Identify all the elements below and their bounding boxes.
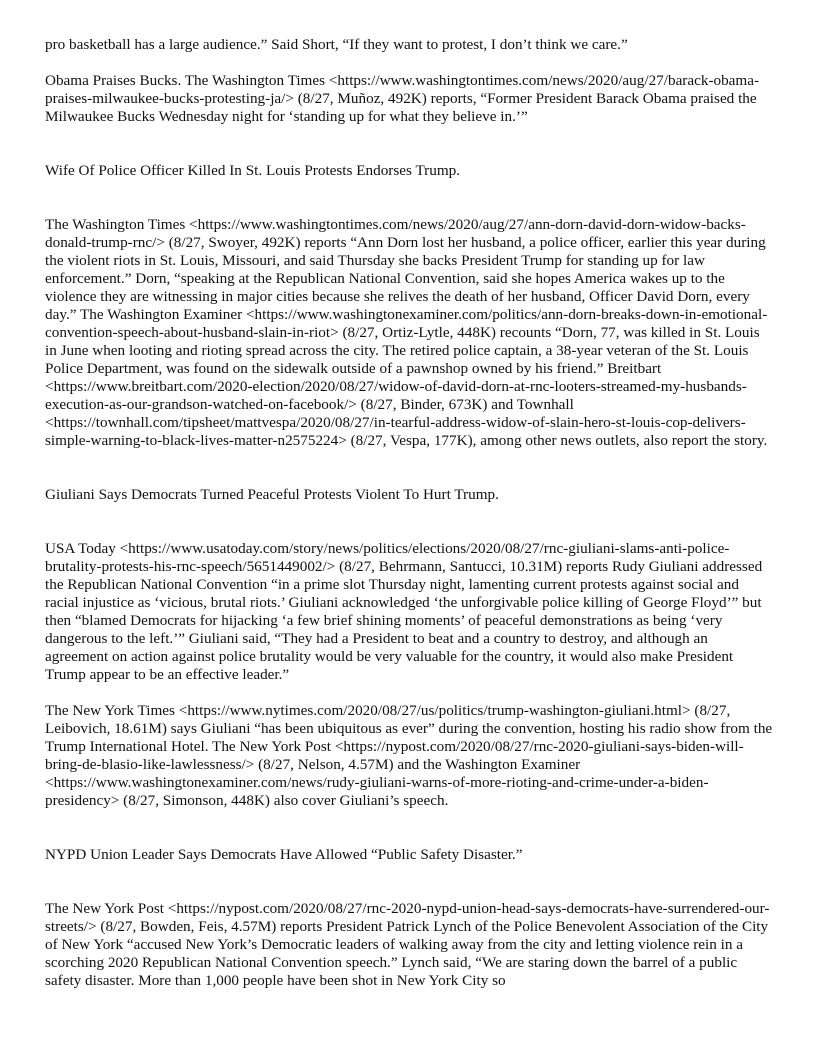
spacer bbox=[45, 126, 773, 162]
paragraph-obama-praises-bucks: Obama Praises Bucks. The Washington Times <https://www.washingtontimes.com/news/2020/aug/27/barack-obama-praises-milwaukee-bucks-protesting-ja/> (8/27, Muñoz, 492K) reports, “Former President Barack Obama praised the Milwaukee Bucks Wednesday night for ‘standing up for what they believe in.’” bbox=[45, 72, 760, 125]
spacer bbox=[45, 54, 773, 72]
paragraph-nyt-giuliani: The New York Times <https://www.nytimes.com/2020/08/27/us/politics/trump-washington-giuliani.html> (8/27, Leibovich, 18.61M) says Giuliani “has been ubiquitous as ever” during the convention, hosting his radio show from the Trump International Hotel. The New York Post <https://nypost.com/2020/08/27/rnc-2020-giuliani-says-biden-will-bring-de-blasio-like-lawlessness/> (8/27, Nelson, 4.57M) and the Washington Examiner <https://www.washingtonexaminer.com/news/rudy-giuliani-warns-of-more-rioting-and-crime-under-a-biden-presidency> (8/27, Simonson, 448K) also cover Giuliani’s speech. bbox=[45, 702, 773, 809]
headline-nypd-union-leader: NYPD Union Leader Says Democrats Have Allowed “Public Safety Disaster.” bbox=[45, 846, 523, 863]
paragraph-usa-today-giuliani: USA Today <https://www.usatoday.com/story/news/politics/elections/2020/08/27/rnc-giuliani-slams-anti-police-brutality-protests-his-rnc-speech/5651449002/> (8/27, Behrmann, Santucci, 10.31M) reports Rudy Giuliani addressed the Republican National Convention “in a prime slot Thursday night, lamenting current protests against social and racial injustice as ‘vicious, brutal riots.’ Giuliani acknowledged ‘the unforgivable police killing of George Floyd’” but then “blamed Democrats for hijacking ‘a few brief shining moments’ of peaceful demonstrations as being ‘very dangerous to the left.’” Giuliani said, “They had a President to beat and a country to destroy, and although an agreement on action against police brutality would be very valuable for the country, it would also make President Trump appear to be an effective leader.” bbox=[45, 540, 763, 683]
paragraph-ny-post-lynch: The New York Post <https://nypost.com/2020/08/27/rnc-2020-nypd-union-head-says-democrats-have-surrendered-our-streets/> (8/27, Bowden, Feis, 4.57M) reports President Patrick Lynch of the Police Benevolent Association of the City of New York “accused New York’s Democratic leaders of walking away from the city and letting violence rein in a scorching 2020 Republican National Convention speech.” Lynch said, “We are staring down the barrel of a public safety disaster. More than 1,000 people have been shot in New York City so bbox=[45, 900, 770, 989]
spacer bbox=[45, 864, 773, 900]
headline-giuliani-protests: Giuliani Says Democrats Turned Peaceful Protests Violent To Hurt Trump. bbox=[45, 486, 499, 503]
spacer bbox=[45, 450, 773, 486]
headline-dorn-endorses-trump: Wife Of Police Officer Killed In St. Louis Protests Endorses Trump. bbox=[45, 162, 461, 179]
paragraph-dorn-story: The Washington Times <https://www.washingtontimes.com/news/2020/aug/27/ann-dorn-david-dorn-widow-backs-donald-trump-rnc/> (8/27, Swoyer, 492K) reports “Ann Dorn lost her husband, a police officer, earlier this year during the violent riots in St. Louis, Missouri, and said Thursday she backs President Trump for standing up for law enforcement.” Dorn, “speaking at the Republican National Convention, said she hopes America wakes up to the violence they are witnessing in major cities because she relives the death of her husband, Officer David Dorn, every day.” The Washington Examiner <https://www.washingtonexaminer.com/politics/ann-dorn-breaks-down-in-emotional-convention-speech-about-husband-slain-in-riot> (8/27, Ortiz-Lytle, 448K) recounts “Dorn, 77, was killed in St. Louis in June when looting and rioting spread across the city. The retired police captain, a 38-year veteran of the St. Louis Police Department, was found on the sidewalk outside of a pawnshop owned by his friend.” Breitbart <https://www.breitbart.com/2020-election/2020/08/27/widow-of-david-dorn-at-rnc-looters-streamed-my-husbands-execution-as-our-grandson-watched-on-facebook/> (8/27, Binder, 673K) and Townhall <https://townhall.com/tipsheet/mattvespa/2020/08/27/in-tearful-address-widow-of-slain-hero-st-louis-cop-delivers-simple-warning-to-black-lives-matter-n2575224> (8/27, Vespa, 177K), among other news outlets, also report the story. bbox=[45, 216, 768, 449]
spacer bbox=[45, 684, 773, 702]
spacer bbox=[45, 180, 773, 216]
spacer bbox=[45, 810, 773, 846]
paragraph-short-quote: pro basketball has a large audience.” Said Short, “If they want to protest, I don’t think we care.” bbox=[45, 36, 628, 53]
spacer bbox=[45, 504, 773, 540]
document-page bbox=[45, 36, 773, 990]
